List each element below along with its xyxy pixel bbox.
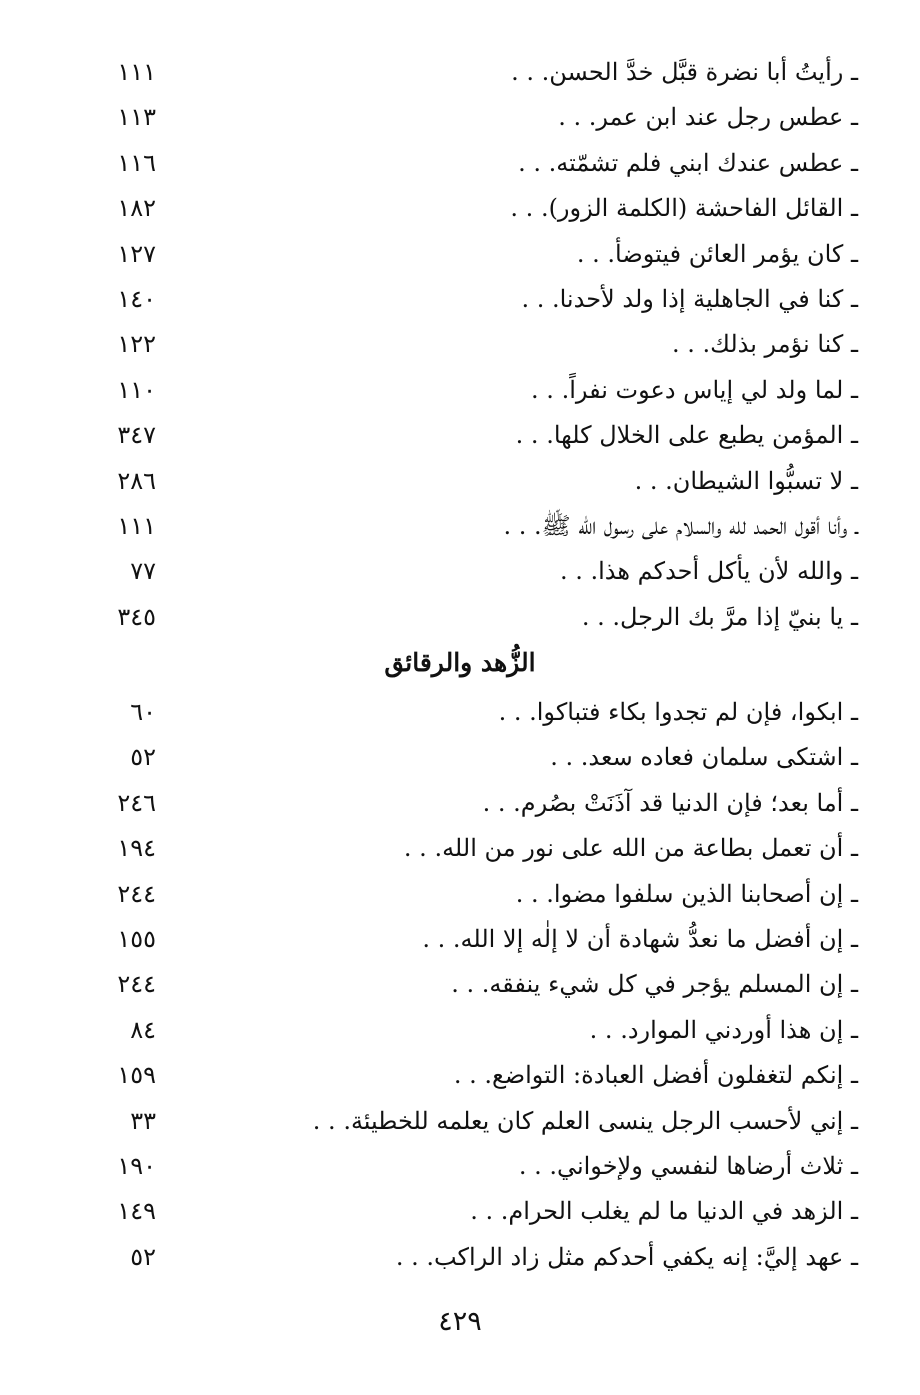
entry-text: ـ عهد إليَّ: إنه يكفي أحدكم مثل زاد الراكب. . . (395, 1242, 858, 1271)
index-entry (0, 324, 920, 369)
entry-page-number: ٥٢ (130, 743, 156, 772)
entry-page-number: ١١١ (117, 58, 156, 86)
entry-page-number: ٦٠ (130, 698, 156, 726)
index-entry (0, 1055, 920, 1100)
page-number: ٤٢٩ (438, 1306, 482, 1337)
entry-page-number: ١٨٢ (117, 194, 156, 223)
index-entry (0, 506, 920, 551)
entry-text: ـ إن هذا أوردني الموارد. . . (589, 1015, 858, 1044)
entry-text: ـ يا بنيّ إذا مرَّ بك الرجل. . . (581, 602, 858, 631)
entry-page-number: ٢٤٤ (117, 970, 156, 999)
entry-text: ـ لا تسبُّوا الشيطان. . . (634, 466, 858, 495)
index-entry (0, 234, 920, 279)
entry-text: ـ عطس عندك ابني فلم تشمّته. . . (518, 148, 858, 177)
entry-page-number: ٢٨٦ (117, 466, 156, 495)
entry-page-number: ١٥٥ (117, 924, 156, 953)
entry-page-number: ٢٤٦ (117, 788, 156, 817)
entry-page-number: ١١٠ (117, 375, 156, 404)
index-entry (0, 1010, 920, 1055)
entry-text: ـ كنا نؤمر بذلك. . . (671, 330, 858, 359)
section-title-zuhd: الزُّهد والرقائق (384, 648, 536, 677)
entry-text: ـ إنكم لتغفلون أفضل العبادة: التواضع. . . (453, 1061, 858, 1090)
entry-page-number: ١٤٠ (117, 284, 156, 313)
index-entry (0, 1237, 920, 1282)
index-entry (0, 1146, 920, 1191)
entry-text: ـ اشتكى سلمان فعاده سعد. . . (550, 743, 858, 772)
index-entry (0, 1191, 920, 1236)
entry-text: ـ عطس رجل عند ابن عمر. . . (558, 103, 858, 132)
entry-page-number: ١٢٢ (117, 330, 156, 359)
entry-page-number: ١١١ (117, 511, 156, 540)
entry-text: ـ إني لأحسب الرجل ينسى العلم كان يعلمه للخطيئة. . . (312, 1106, 858, 1135)
index-section-2 (0, 692, 920, 1282)
entry-text: ـ والله لأن يأكل أحدكم هذا. . . (559, 557, 858, 586)
index-entry (0, 737, 920, 782)
entry-page-number: ١٥٩ (117, 1061, 156, 1090)
index-entry (0, 692, 920, 737)
entry-page-number: ٣٤٧ (117, 421, 156, 450)
index-entry (0, 874, 920, 919)
index-entry (0, 551, 920, 596)
entry-page-number: ١٩٤ (117, 834, 156, 863)
entry-text: ـ المؤمن يطبع على الخلال كلها. . . (515, 421, 858, 450)
entry-text: ـ لما ولد لي إياس دعوت نفراً. . . (531, 375, 858, 404)
entry-text: ـ أن تعمل بطاعة من الله على نور من الله. . . (403, 834, 858, 863)
entry-page-number: ١٢٧ (117, 239, 156, 268)
entry-text: ـ إن أفضل ما نعدُّ شهادة أن لا إلٰه إلا الله. . . (422, 924, 858, 953)
index-entry (0, 143, 920, 188)
entry-text: ـ ابكوا، فإن لم تجدوا بكاء فتباكوا. . . (498, 698, 858, 726)
entry-page-number: ٨٤ (130, 1015, 156, 1044)
entry-page-number: ٣٣ (130, 1106, 156, 1135)
entry-text: ـ الزهد في الدنيا ما لم يغلب الحرام. . . (470, 1197, 858, 1226)
entry-page-number: ١٤٩ (117, 1197, 156, 1226)
index-entry (0, 97, 920, 142)
entry-text: ـ القائل الفاحشة (الكلمة الزور). . . (510, 194, 858, 223)
index-section-1 (0, 52, 920, 642)
entry-text: ـ كان يؤمر العائن فيتوضأ. . . (576, 239, 858, 268)
index-entry (0, 783, 920, 828)
index-entry (0, 188, 920, 233)
entry-page-number: ١٩٠ (117, 1151, 156, 1180)
index-entry (0, 964, 920, 1009)
index-entry (0, 919, 920, 964)
index-entry (0, 415, 920, 460)
index-entry (0, 828, 920, 873)
index-entry (0, 52, 920, 97)
entry-page-number: ٣٤٥ (117, 602, 156, 631)
index-entry (0, 1101, 920, 1146)
entry-text: ـ كنا في الجاهلية إذا ولد لأحدنا. . . (521, 284, 858, 313)
entry-text: ـ ثلاث أرضاها لنفسي ولإخواني. . . (518, 1151, 858, 1180)
entry-page-number: ٧٧ (130, 557, 156, 586)
index-entry (0, 370, 920, 415)
index-entry (0, 279, 920, 324)
entry-text: ـ أما بعد؛ فإن الدنيا قد آذَنَتْ بصُرم. . . (482, 788, 858, 817)
entry-text: ـ رأيتُ أبا نضرة قبَّل خدَّ الحسن. . . (511, 58, 858, 86)
entry-page-number: ١١٦ (117, 148, 156, 177)
index-entry (0, 597, 920, 642)
entry-page-number: ٥٢ (130, 1242, 156, 1271)
entry-page-number: ٢٤٤ (117, 879, 156, 908)
entry-text: ـ إن المسلم يؤجر في كل شيء ينفقه. . . (451, 970, 858, 999)
entry-page-number: ١١٣ (117, 103, 156, 132)
index-entry (0, 461, 920, 506)
entry-text: ـ إن أصحابنا الذين سلفوا مضوا. . . (515, 879, 858, 908)
entry-text: ـ وأنا أقول الحمد لله والسلام على رسول الله ﷺ. . . (503, 511, 858, 540)
